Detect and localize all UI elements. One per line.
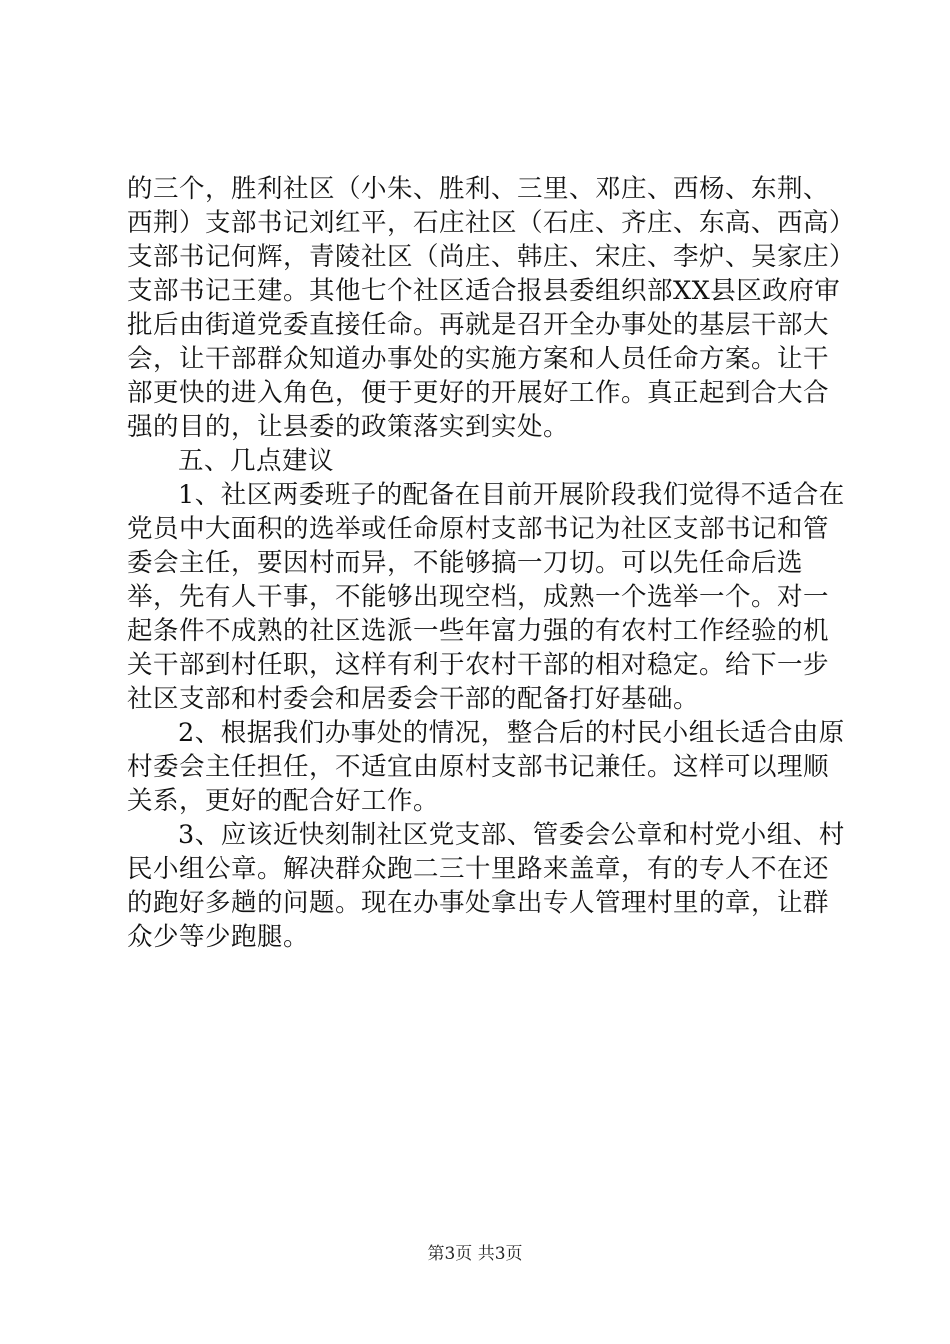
page-number-footer: 第3页 共3页 (427, 1244, 523, 1264)
paragraph-suggestion-2: 2、根据我们办事处的情况，整合后的村民小组长适合由原村委会主任担任，不适宜由原村支部书记兼任。这样可以理顺关系，更好的配合好工作。 (127, 718, 845, 816)
paragraph-suggestion-3: 3、应该近快刻制社区党支部、管委会公章和村党小组、村民小组公章。解决群众跑二三十里路来盖章，有的专人不在还的跑好多趟的问题。现在办事处拿出专人管理村里的章，让群众少等少跑腿。 (127, 820, 845, 952)
section-heading: 五、几点建议 (178, 446, 335, 476)
paragraph-suggestion-1: 1、社区两委班子的配备在目前开展阶段我们觉得不适合在党员中大面积的选举或任命原村支部书记为社区支部书记和管委会主任，要因村而异，不能够搞一刀切。可以先任命后选举，先有人干事，不能够出现空档，成熟一个选举一个。对一起条件不成熟的社区选派一些年富力强的有农村工作经验的机关干部到村任职，这样有利于农村干部的相对稳定。给下一步社区支部和村委会和居委会干部的配备打好基础。 (127, 480, 845, 714)
paragraph-continuation: 的三个，胜利社区（小朱、胜利、三里、邓庄、西杨、东荆、西荆）支部书记刘红平，石庄社区（石庄、齐庄、东高、西高）支部书记何辉，青陵社区（尚庄、韩庄、宋庄、李炉、吴家庄）支部书记王建。其他七个社区适合报县委组织部XX县区政府审批后由街道党委直接任命。再就是召开全办事处的基层干部大会，让干部群众知道办事处的实施方案和人员任命方案。让干部更快的进入角色，便于更好的开展好工作。真正起到合大合强的目的，让县委的政策落实到实处。 (127, 174, 843, 442)
document-body (127, 172, 847, 954)
